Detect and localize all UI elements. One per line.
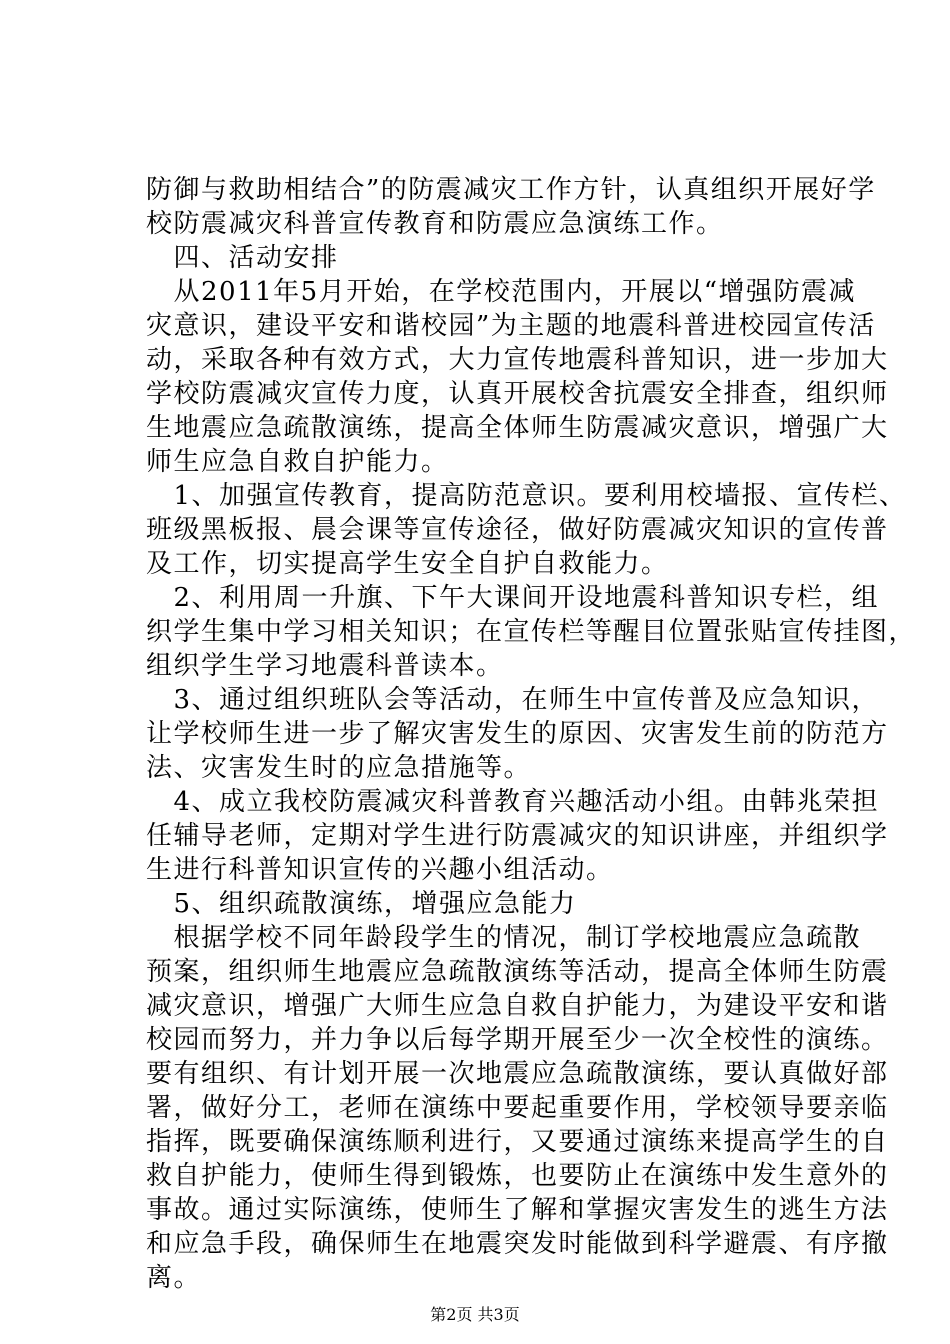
text-line: 和应急手段，确保师生在地震突发时能做到科学避震、有序撤 bbox=[146, 1229, 889, 1259]
text-line: 预案，组织师生地震应急疏散演练等活动，提高全体师生防震 bbox=[146, 957, 889, 987]
text-line: 指挥，既要确保演练顺利进行，又要通过演练来提高学生的自 bbox=[146, 1127, 889, 1157]
text-line: 及工作，切实提高学生安全自护自救能力。 bbox=[146, 549, 669, 579]
text-line: 组织学生学习地震科普读本。 bbox=[146, 651, 504, 681]
text-line: 学校防震减灾宣传力度，认真开展校舍抗震安全排查，组织师 bbox=[146, 379, 889, 409]
section-heading: 5、组织疏散演练，增强应急能力 bbox=[146, 889, 577, 919]
text-line: 法、灾害发生时的应急措施等。 bbox=[146, 753, 532, 783]
text-line: 2、利用周一升旗、下午大课间开设地震科普知识专栏，组 bbox=[146, 583, 880, 613]
text-line: 3、通过组织班队会等活动，在师生中宣传普及应急知识， bbox=[146, 685, 880, 715]
section-heading: 四、活动安排 bbox=[146, 243, 339, 273]
text-line: 生进行科普知识宣传的兴趣小组活动。 bbox=[146, 855, 614, 885]
text-line: 减灾意识，增强广大师生应急自救自护能力，为建设平安和谐 bbox=[146, 991, 889, 1021]
text-line: 校园而努力，并力争以后每学期开展至少一次全校性的演练。 bbox=[146, 1025, 889, 1055]
text-line: 4、成立我校防震减灾科普教育兴趣活动小组。由韩兆荣担 bbox=[146, 787, 880, 817]
text-line: 校防震减灾科普宣传教育和防震应急演练工作。 bbox=[146, 209, 724, 239]
text-line: 生地震应急疏散演练，提高全体师生防震减灾意识，增强广大 bbox=[146, 413, 889, 443]
page-footer: 第2页 共3页 bbox=[430, 1305, 520, 1324]
text-line: 根据学校不同年龄段学生的情况，制订学校地震应急疏散 bbox=[146, 923, 862, 953]
text-line: 灾意识，建设平安和谐校园”为主题的地震科普进校园宣传活 bbox=[146, 311, 876, 341]
text-line: 署，做好分工，老师在演练中要起重要作用，学校领导要亲临 bbox=[146, 1093, 889, 1123]
text-line: 防御与救助相结合”的防震减灾工作方针，认真组织开展好学 bbox=[146, 175, 876, 205]
text-line: 织学生集中学习相关知识；在宣传栏等醒目位置张贴宣传挂图， bbox=[146, 617, 917, 647]
text-line: 要有组织、有计划开展一次地震应急疏散演练，要认真做好部 bbox=[146, 1059, 889, 1089]
text-line: 师生应急自救自护能力。 bbox=[146, 447, 449, 477]
text-line: 动，采取各种有效方式，大力宣传地震科普知识，进一步加大 bbox=[146, 345, 889, 375]
text-line: 任辅导老师，定期对学生进行防震减灾的知识讲座，并组织学 bbox=[146, 821, 889, 851]
text-line: 事故。通过实际演练，使师生了解和掌握灾害发生的逃生方法 bbox=[146, 1195, 889, 1225]
text-line: 离。 bbox=[146, 1263, 202, 1293]
text-line: 班级黑板报、晨会课等宣传途径，做好防震减灾知识的宣传普 bbox=[146, 515, 889, 545]
text-line: 救自护能力，使师生得到锻炼，也要防止在演练中发生意外的 bbox=[146, 1161, 889, 1191]
text-line: 1、加强宣传教育，提高防范意识。要利用校墙报、宣传栏、 bbox=[146, 481, 907, 511]
text-line: 让学校师生进一步了解灾害发生的原因、灾害发生前的防范方 bbox=[146, 719, 889, 749]
text-line: 从2011年5月开始，在学校范围内，开展以“增强防震减 bbox=[146, 277, 857, 307]
